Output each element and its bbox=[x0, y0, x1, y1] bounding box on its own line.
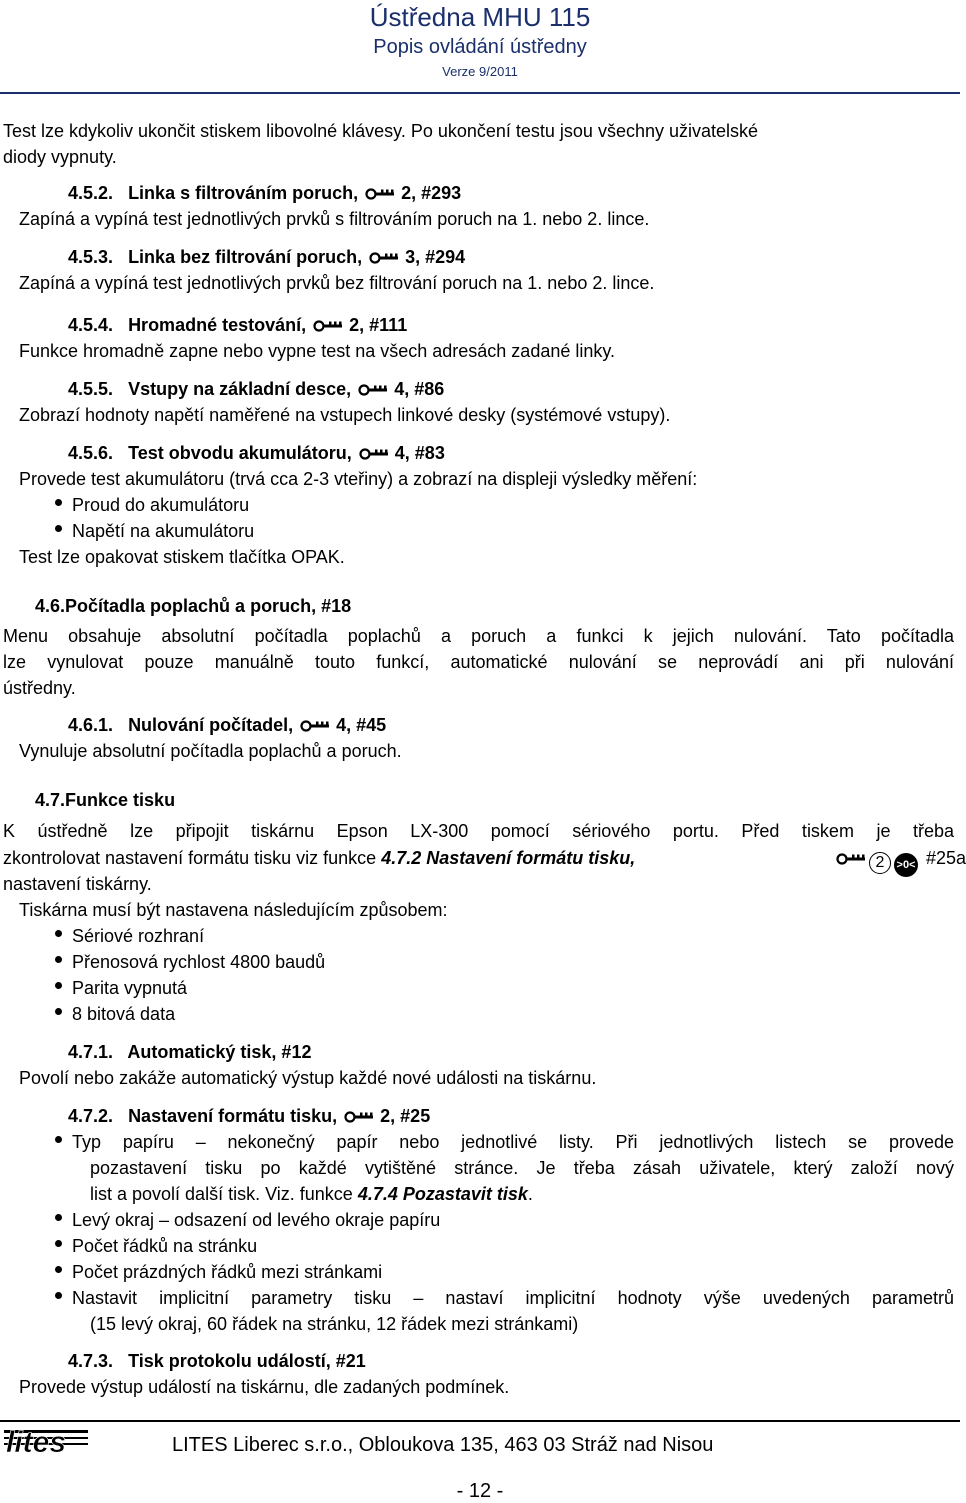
section-title: Vstupy na základní desce, bbox=[128, 379, 352, 399]
section-code: 3, #294 bbox=[405, 247, 466, 267]
section-heading-4-7-2 bbox=[68, 1103, 430, 1129]
list-item: 8 bitová data bbox=[72, 1004, 176, 1024]
paragraph-line: Menu obsahuje absolutní počítadla poplachů a poruch a funkci k jejich nulování. Tato počítadla bbox=[3, 626, 954, 646]
paragraph-line: diody vypnuty. bbox=[3, 147, 117, 167]
section-heading-4-7-1 bbox=[68, 1039, 311, 1065]
list-item-continuation: pozastavení tisku po každé vytištěné stránce. Je třeba zásah uživatele, který založí nový bbox=[90, 1158, 954, 1178]
section-number: 4.5.6. bbox=[68, 443, 114, 463]
bullet-icon bbox=[55, 1214, 62, 1221]
header-divider bbox=[0, 92, 960, 94]
key-icon bbox=[359, 447, 389, 461]
paragraph-line bbox=[3, 845, 635, 871]
section-text: Provede test akumulátoru (trvá cca 2-3 vteřiny) a zobrazí na displeji výsledky měření: bbox=[19, 469, 698, 489]
section-number: 4.5.5. bbox=[68, 379, 114, 399]
list-item: Nastavit implicitní parametry tisku – nastaví implicitní hodnoty výše uvedených parametrů bbox=[72, 1288, 954, 1308]
footer-divider bbox=[0, 1420, 960, 1422]
circled-digit-icon: 2 bbox=[869, 852, 891, 874]
section-heading-4-6-1 bbox=[68, 712, 386, 738]
list-item: Přenosová rychlost 4800 baudů bbox=[72, 952, 326, 972]
section-code: 2, #111 bbox=[349, 315, 408, 335]
section-number: 4.7.3. bbox=[68, 1351, 114, 1371]
section-heading-4-6 bbox=[35, 593, 351, 619]
section-number: 4.6.1. bbox=[68, 715, 114, 735]
bullet-icon bbox=[55, 525, 62, 532]
key-icon bbox=[344, 1110, 374, 1124]
section-text: Zapíná a vypíná test jednotlivých prvků bez filtrování poruch na 1. nebo 2. lince. bbox=[19, 273, 655, 293]
list-item: Počet prázdných řádků mezi stránkami bbox=[72, 1262, 383, 1282]
list-text: . bbox=[527, 1184, 533, 1204]
paragraph-line: ústředny. bbox=[3, 678, 76, 698]
section-title: Linka bez filtrování poruch, bbox=[128, 247, 363, 267]
document-subtitle: Popis ovládání ústředny bbox=[373, 36, 587, 58]
section-heading-4-7-3 bbox=[68, 1348, 366, 1374]
section-code: #25a bbox=[926, 848, 966, 868]
list-item: Sériové rozhraní bbox=[72, 926, 205, 946]
section-heading-4-5-3 bbox=[68, 244, 465, 270]
section-title: Funkce tisku bbox=[65, 790, 176, 810]
section-title: Test obvodu akumulátoru, bbox=[128, 443, 352, 463]
lites-logo bbox=[4, 1426, 88, 1459]
key-icon bbox=[313, 319, 343, 333]
section-title: Nastavení formátu tisku, bbox=[128, 1106, 338, 1126]
page-number: - 12 - bbox=[456, 1480, 504, 1502]
bullet-icon bbox=[55, 930, 62, 937]
document-title: Ústředna MHU 115 bbox=[369, 2, 591, 32]
bullet-icon bbox=[55, 1292, 62, 1299]
paragraph-line: nastavení tiskárny. bbox=[3, 874, 152, 894]
footer-address: LITES Liberec s.r.o., Obloukova 135, 463 03 Stráž nad Nisou bbox=[172, 1434, 714, 1456]
section-text: Vynuluje absolutní počítadla poplachů a poruch. bbox=[19, 741, 402, 761]
bullet-icon bbox=[55, 956, 62, 963]
list-text: list a povolí další tisk. Viz. funkce bbox=[90, 1184, 353, 1204]
bullet-icon bbox=[55, 1136, 62, 1143]
key-icon bbox=[836, 852, 866, 866]
bullet-icon bbox=[55, 1008, 62, 1015]
zero-key-icon: >0< bbox=[894, 853, 918, 877]
section-number: 4.7. bbox=[35, 790, 66, 810]
section-number: 4.6. bbox=[35, 596, 66, 616]
section-text: Povolí nebo zakáže automatický výstup každé nové události na tiskárnu. bbox=[19, 1068, 597, 1088]
section-number: 4.7.1. bbox=[68, 1042, 114, 1062]
section-code: 2, #25 bbox=[380, 1106, 431, 1126]
list-item: Parita vypnutá bbox=[72, 978, 188, 998]
svg-text:lites: lites bbox=[6, 1426, 67, 1459]
list-item-continuation: (15 levý okraj, 60 řádek na stránku, 12 řádek mezi stránkami) bbox=[90, 1314, 579, 1334]
section-number: 4.5.4. bbox=[68, 315, 114, 335]
section-heading-4-7 bbox=[35, 787, 175, 813]
paragraph-text: zkontrolovat nastavení formátu tisku viz funkce bbox=[3, 848, 377, 868]
section-title: Počítadla poplachů a poruch, #18 bbox=[65, 596, 352, 616]
bullet-icon bbox=[55, 1266, 62, 1273]
key-icon bbox=[369, 251, 399, 265]
section-text: Provede výstup událostí na tiskárnu, dle zadaných podmínek. bbox=[19, 1377, 510, 1397]
section-title: Tisk protokolu událostí, #21 bbox=[128, 1351, 366, 1371]
key-sequence bbox=[834, 845, 966, 877]
key-icon bbox=[358, 383, 388, 397]
list-item: Typ papíru – nekonečný papír nebo jednotlivé listy. Při jednotlivých listech se provede bbox=[72, 1132, 954, 1152]
paragraph-line: lze vynulovat pouze manuálně touto funkcí, automatické nulování se neprovádí ani při nulování bbox=[3, 652, 954, 672]
paragraph-line: Test lze kdykoliv ukončit stiskem libovolné klávesy. Po ukončení testu jsou všechny uživatelské bbox=[3, 121, 759, 141]
reference-link: 4.7.2 Nastavení formátu tisku, bbox=[381, 848, 636, 868]
section-text: Zapíná a vypíná test jednotlivých prvků s filtrováním poruch na 1. nebo 2. lince. bbox=[19, 209, 650, 229]
section-code: 4, #83 bbox=[394, 443, 445, 463]
section-text: Test lze opakovat stiskem tlačítka OPAK. bbox=[19, 547, 345, 567]
section-heading-4-5-4 bbox=[68, 312, 407, 338]
list-item: Napětí na akumulátoru bbox=[72, 521, 255, 541]
document-version: Verze 9/2011 bbox=[442, 64, 518, 79]
bullet-icon bbox=[55, 1240, 62, 1247]
section-title: Nulování počítadel, bbox=[128, 715, 294, 735]
section-heading-4-5-6 bbox=[68, 440, 445, 466]
bullet-icon bbox=[55, 499, 62, 506]
section-number: 4.5.3. bbox=[68, 247, 114, 267]
reference-link: 4.7.4 Pozastavit tisk bbox=[357, 1184, 528, 1204]
section-title: Automatický tisk, #12 bbox=[127, 1042, 312, 1062]
key-icon bbox=[365, 187, 395, 201]
section-code: 2, #293 bbox=[401, 183, 462, 203]
section-number: 4.5.2. bbox=[68, 183, 114, 203]
section-title: Hromadné testování, bbox=[128, 315, 307, 335]
section-code: 4, #86 bbox=[394, 379, 445, 399]
paragraph-line: Tiskárna musí být nastavena následujícím způsobem: bbox=[19, 900, 448, 920]
list-item: Proud do akumulátoru bbox=[72, 495, 250, 515]
section-text: Funkce hromadně zapne nebo vypne test na všech adresách zadané linky. bbox=[19, 341, 616, 361]
list-item: Levý okraj – odsazení od levého okraje papíru bbox=[72, 1210, 441, 1230]
list-item: Počet řádků na stránku bbox=[72, 1236, 258, 1256]
list-item-continuation bbox=[90, 1181, 533, 1207]
paragraph-line: K ústředně lze připojit tiskárnu Epson LX-300 pomocí sériového portu. Před tiskem je třeba bbox=[3, 821, 954, 841]
key-icon bbox=[300, 719, 330, 733]
bullet-icon bbox=[55, 982, 62, 989]
section-heading-4-5-5 bbox=[68, 376, 444, 402]
section-title: Linka s filtrováním poruch, bbox=[128, 183, 359, 203]
section-heading-4-5-2 bbox=[68, 180, 461, 206]
section-number: 4.7.2. bbox=[68, 1106, 114, 1126]
section-code: 4, #45 bbox=[336, 715, 387, 735]
section-text: Zobrazí hodnoty napětí naměřené na vstupech linkové desky (systémové vstupy). bbox=[19, 405, 671, 425]
